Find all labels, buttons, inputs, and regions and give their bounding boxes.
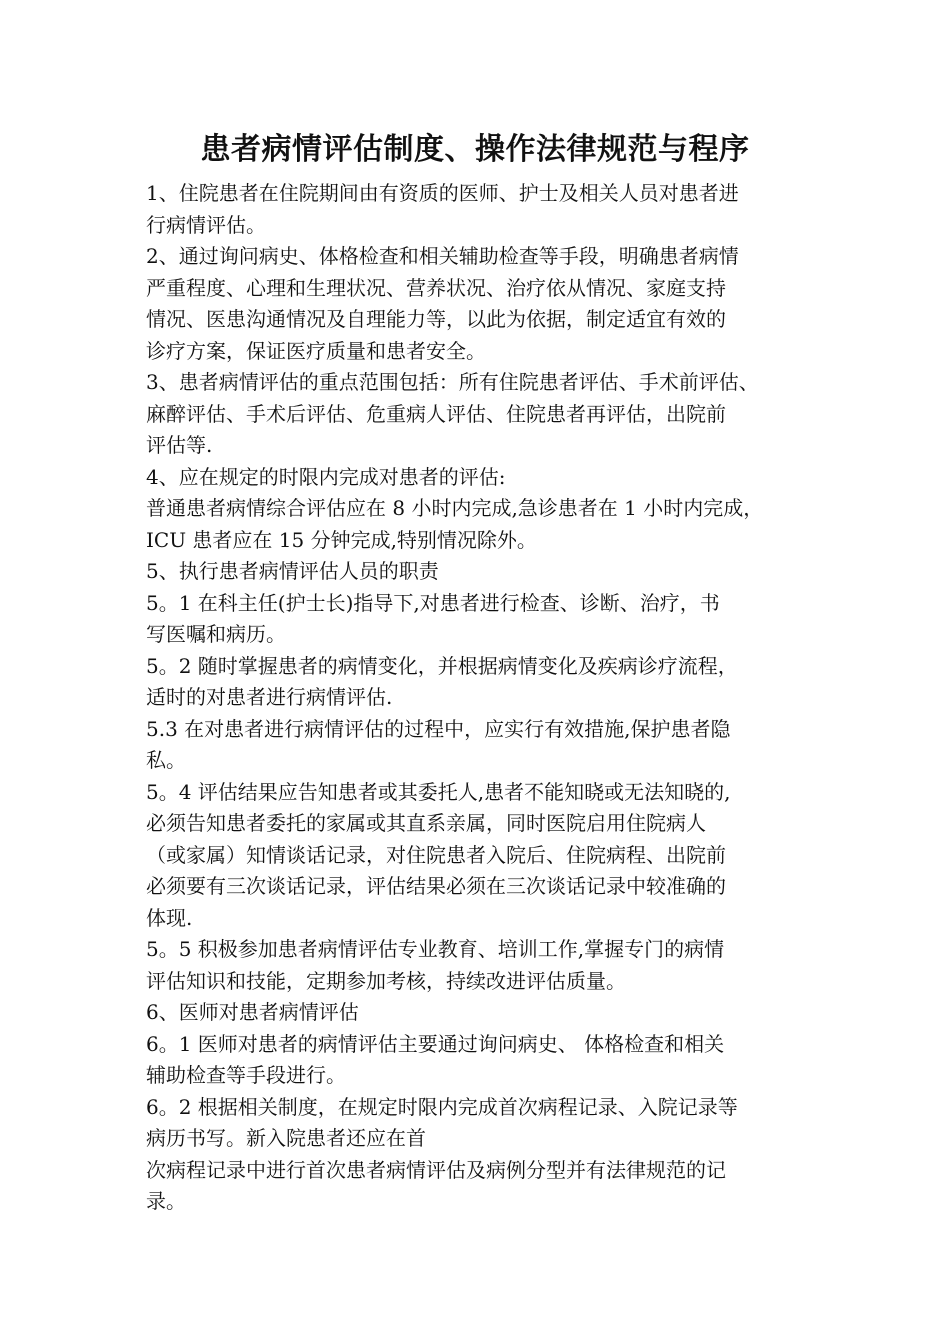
document-line: 适时的对患者进行病情评估.	[146, 685, 393, 709]
document-line: 录。	[146, 1189, 186, 1213]
document-line: 写医嘱和病历。	[146, 622, 286, 646]
document-line: （或家属）知情谈话记录，对住院患者入院后、住院病程、出院前	[146, 842, 726, 867]
document-line: 行病情评估。	[146, 212, 266, 237]
document-line: 1、住院患者在住院期间由有资质的医师、护士及相关人员对患者进	[146, 181, 739, 205]
document-line: 普通患者病情综合评估应在 8 小时内完成,急诊患者在 1 小时内完成，	[146, 496, 764, 520]
document-line: 私。	[146, 748, 186, 772]
document-line: 6。1 医师对患者的病情评估主要通过询问病史、 体格检查和相关	[146, 1031, 725, 1056]
document-line: 病历书写。新入院患者还应在首	[146, 1126, 426, 1150]
document-line: 5。5 积极参加患者病情评估专业教育、培训工作,掌握专门的病情	[146, 937, 725, 961]
document-line: 评估知识和技能，定期参加考核，持续改进评估质量。	[146, 968, 626, 993]
document-line: 5、执行患者病情评估人员的职责	[146, 559, 439, 583]
document-line: 2、通过询问病史、体格检查和相关辅助检查等手段，明确患者病情	[146, 244, 739, 268]
document-line: 5。1 在科主任(护士长)指导下,对患者进行检查、诊断、治疗，书	[146, 590, 720, 615]
document-line: 3、患者病情评估的重点范围包括：所有住院患者评估、手术前评估、	[146, 370, 759, 394]
document-line: ICU 患者应在 15 分钟完成,特别情况除外。	[146, 527, 537, 552]
document-line: 评估等.	[146, 433, 213, 457]
document-line: 6、医师对患者病情评估	[146, 1000, 359, 1024]
document-line: 诊疗方案，保证医疗质量和患者安全。	[146, 338, 486, 363]
document-line: 次病程记录中进行首次患者病情评估及病例分型并有法律规范的记	[146, 1157, 726, 1182]
document-line: 辅助检查等手段进行。	[146, 1063, 346, 1087]
document-line: 6。2 根据相关制度，在规定时限内完成首次病程记录、入院记录等	[146, 1094, 738, 1119]
document-line: 必须告知患者委托的家属或其直系亲属，同时医院启用住院病人	[146, 811, 706, 835]
document-title: 患者病情评估制度、操作法律规范与程序	[200, 132, 750, 167]
document-line: 4、应在规定的时限内完成对患者的评估:	[146, 464, 506, 489]
document-line: 5.3 在对患者进行病情评估的过程中，应实行有效措施,保护患者隐	[146, 716, 731, 741]
document-line: 麻醉评估、手术后评估、危重病人评估、住院患者再评估，出院前	[146, 401, 726, 426]
document-body	[146, 178, 826, 1218]
document-line: 体现.	[146, 905, 193, 930]
document-line: 必须要有三次谈话记录，评估结果必须在三次谈话记录中较准确的	[146, 874, 726, 898]
document-line: 5。4 评估结果应告知患者或其委托人,患者不能知晓或无法知晓的,	[146, 779, 731, 804]
document-line: 5。2 随时掌握患者的病情变化，并根据病情变化及疾病诊疗流程，	[146, 653, 738, 678]
document-line: 情况、医患沟通情况及自理能力等，以此为依据，制定适宜有效的	[146, 307, 726, 331]
document-line: 严重程度、心理和生理状况、营养状况、治疗依从情况、家庭支持	[146, 275, 726, 300]
